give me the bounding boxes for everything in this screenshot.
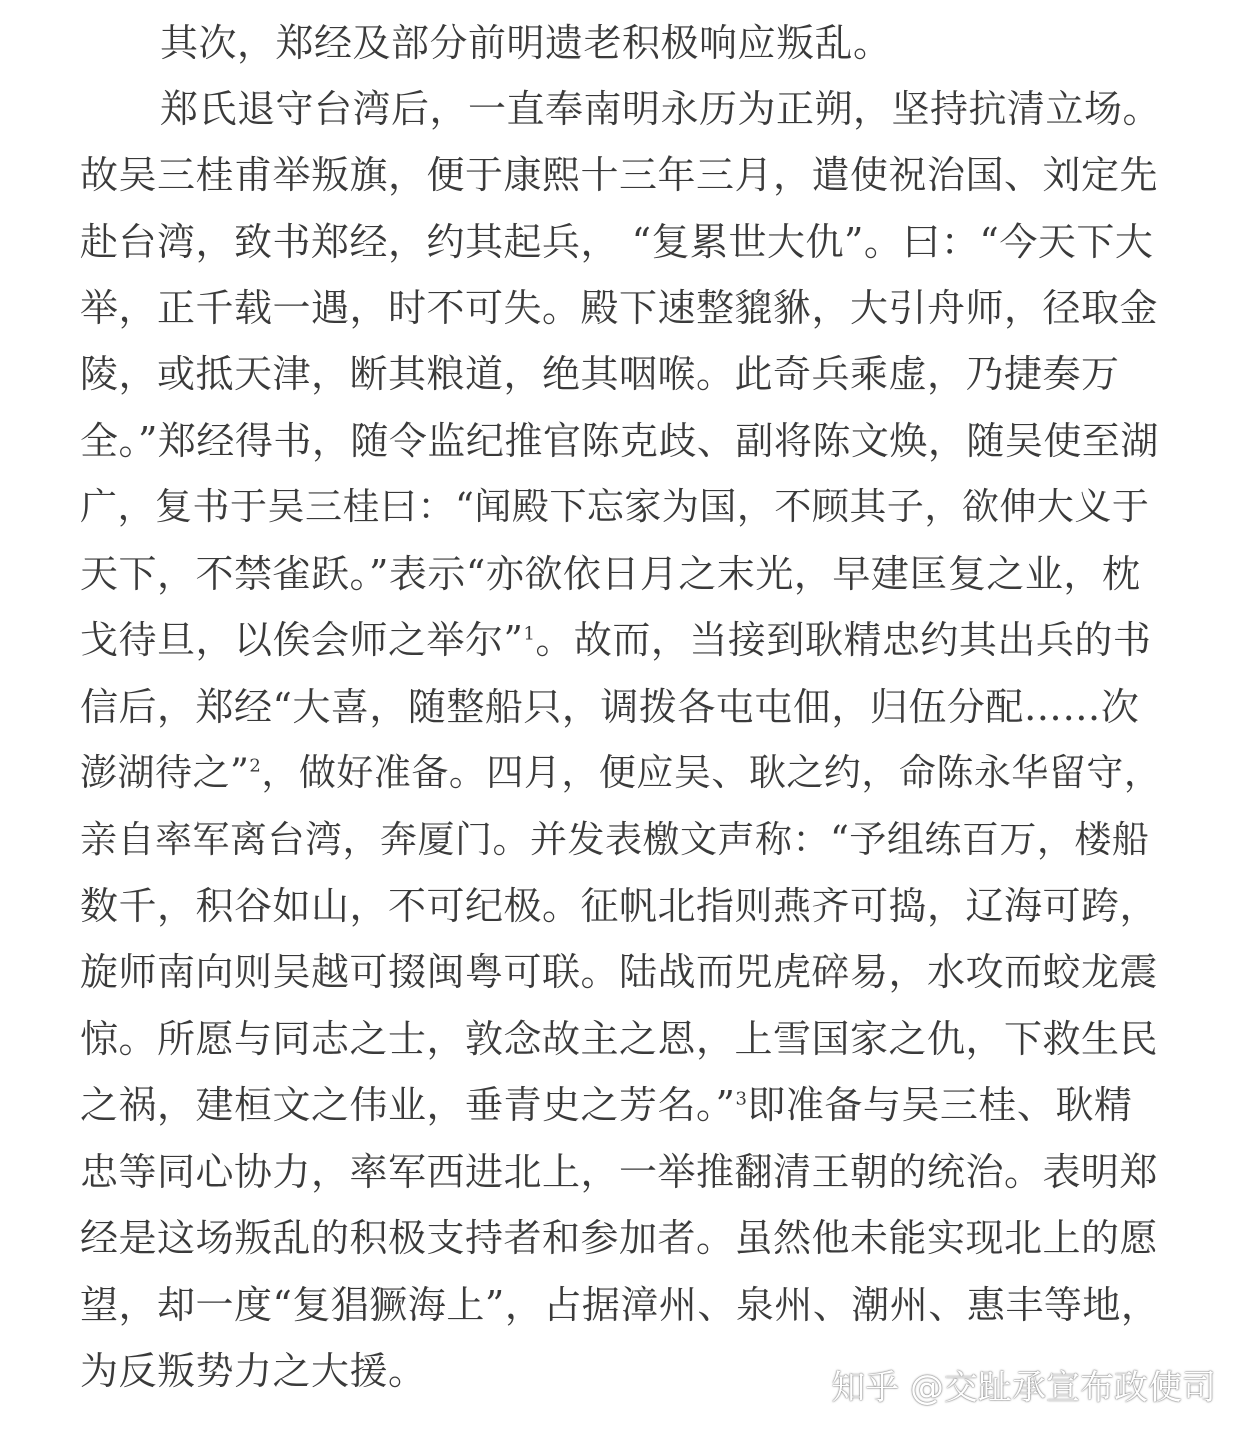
footnote-mark-3: 3: [735, 1088, 748, 1110]
text-line-4: 赴台湾，致书郑经，约其起兵， “复累世大仇”。曰：“今天下大: [80, 220, 1154, 264]
text-segment: 。故而，当接到耿精忠约其出兵的书: [535, 618, 1152, 662]
text-line-16: 惊。所愿与同志之士，敦念故主之恩，上雪国家之仇，下救生民: [80, 1017, 1159, 1061]
text-line-2: 郑氏退守台湾后，一直奉南明永历为正朔，坚持抗清立场。: [160, 87, 1162, 131]
text-line-10: [80, 616, 1151, 664]
text-line-1: 其次，郑经及部分前明遗老积极响应叛乱。: [160, 21, 892, 65]
text-line-19: 经是这场叛乱的积极支持者和参加者。虽然他未能实现北上的愿: [80, 1216, 1159, 1260]
text-segment: 之祸，建桓文之伟业，垂青史之芳名。”: [80, 1083, 736, 1127]
zhihu-watermark: 知乎 @交趾承宣布政使司: [831, 1368, 1216, 1408]
text-segment: 即准备与吴三桂、耿精: [747, 1083, 1133, 1127]
text-line-8: 广，复书于吴三桂曰：“闻殿下忘家为国，不顾其子，欲伸大义于: [80, 485, 1150, 528]
text-line-7: 全。”郑经得书，随令监纪推官陈克歧、副将陈文焕，随吴使至湖: [80, 419, 1159, 463]
text-line-11: 信后，郑经“大喜，随整船只，调拨各屯屯佃，归伍分配……次: [80, 685, 1140, 729]
text-line-18: 忠等同心协力，率军西进北上，一举推翻清王朝的统治。表明郑: [80, 1150, 1159, 1194]
text-line-14: 数千，积谷如山，不可纪极。征帆北指则燕齐可捣，辽海可跨，: [80, 884, 1159, 928]
text-segment: ，做好准备。四月，便应吴、耿之约，命陈永华留守，: [261, 751, 1162, 794]
text-segment: 戈待旦，以俟会师之举尔”: [80, 618, 524, 662]
text-line-12: [80, 749, 1161, 797]
text-line-21: 为反叛势力之大援。: [80, 1349, 427, 1393]
footnote-mark-2: 2: [249, 755, 262, 777]
text-line-6: 陵，或抵天津，断其粮道，绝其咽喉。此奇兵乘虚，乃捷奏万: [80, 352, 1120, 396]
text-segment: 澎湖待之”: [80, 751, 250, 794]
footnote-mark-1: 1: [523, 623, 536, 645]
text-line-3: 故吴三桂甫举叛旗，便于康熙十三年三月，遣使祝治国、刘定先: [80, 153, 1159, 197]
text-line-5: 举，正千载一遇，时不可失。殿下速整貔貅，大引舟师，径取金: [80, 286, 1159, 330]
text-line-20: 望，却一度“复猖獗海上”，占据漳州、泉州、潮州、惠丰等地，: [80, 1283, 1160, 1327]
text-line-15: 旋师南向则吴越可掇闽粤可联。陆战而兕虎碎易，水攻而蛟龙震: [80, 950, 1159, 994]
text-line-9: 天下，不禁雀跃。”表示“亦欲依日月之末光，早建匡复之业，枕: [80, 552, 1141, 596]
text-line-17: [80, 1081, 1132, 1129]
text-line-13: 亲自率军离台湾，奔厦门。并发表檄文声称：“予组练百万，楼船: [80, 818, 1150, 861]
